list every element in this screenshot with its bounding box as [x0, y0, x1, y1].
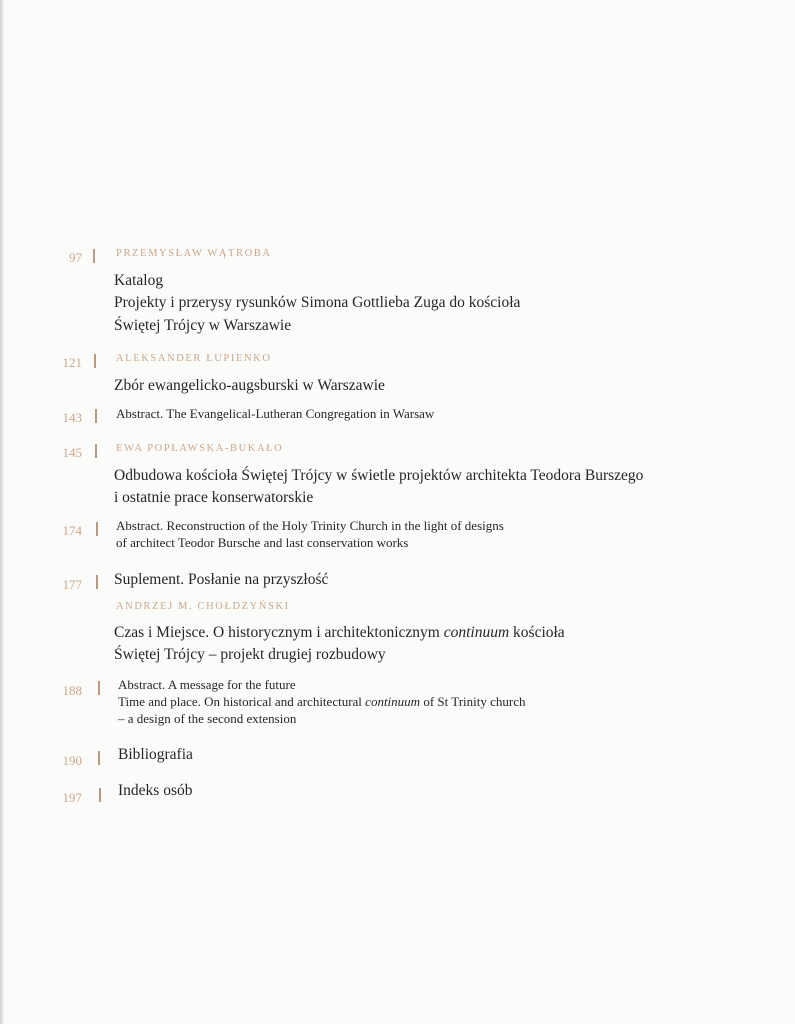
entry-title: Odbudowa kościoła Świętej Trójcy w świetle projektów architekta Teodora Burszego [114, 467, 644, 484]
author-name: ANDRZEJ M. CHOŁDZYŃSKI [116, 601, 290, 612]
page-number: 97 [69, 250, 82, 265]
page-number: 121 [62, 355, 82, 370]
page-number: 188 [62, 683, 82, 698]
separator-bar [94, 354, 96, 368]
abstract-title: – a design of the second extension [118, 711, 297, 726]
page-number: 145 [62, 445, 82, 460]
abstract-title: Abstract. Reconstruction of the Holy Trinity Church in the light of designs [116, 518, 504, 533]
title-text: Time and place. On historical and architectural [118, 694, 366, 709]
page-number: 174 [62, 523, 82, 538]
entry-title: Świętej Trójcy – projekt drugiej rozbudowy [114, 646, 386, 663]
title-emphasis: continuum [365, 694, 421, 709]
title-text: of St Trinity church [420, 694, 526, 709]
abstract-title: Abstract. A message for the future [118, 677, 296, 692]
title-text: Czas i Miejsce. O historycznym i architektonicznym [114, 624, 444, 641]
page-number: 177 [62, 577, 82, 592]
separator-bar [95, 409, 97, 423]
entry-title [114, 624, 565, 642]
page-number: 197 [62, 790, 82, 805]
title-emphasis: continuum [443, 624, 510, 641]
author-name: ALEKSANDER ŁUPIENKO [116, 353, 272, 364]
page-number: 143 [62, 410, 82, 425]
separator-bar [96, 522, 98, 536]
separator-bar [96, 575, 98, 589]
entry-title: Katalog [114, 272, 164, 289]
separator-bar [99, 788, 101, 802]
separator-bar [93, 249, 95, 263]
entry-title: Świętej Trójcy w Warszawie [114, 317, 292, 334]
title-text: kościoła [509, 624, 565, 641]
entry-title: Bibliografia [118, 746, 193, 763]
author-name: PRZEMYSŁAW WĄTROBA [116, 248, 272, 259]
page-number: 190 [62, 753, 82, 768]
entry-title: Suplement. Posłanie na przyszłość [114, 571, 329, 588]
entry-title: Indeks osób [118, 782, 193, 799]
abstract-title: of architect Teodor Bursche and last conservation works [116, 535, 409, 550]
entry-title: Projekty i przerysy rysunków Simona Gottlieba Zuga do kościoła [114, 294, 521, 311]
author-name: EWA POPŁAWSKA-BUKAŁO [116, 443, 284, 454]
abstract-title: Abstract. The Evangelical-Lutheran Congregation in Warsaw [116, 406, 435, 421]
separator-bar [95, 444, 97, 458]
entry-title: i ostatnie prace konserwatorskie [114, 489, 314, 506]
entry-title: Zbór ewangelicko-augsburski w Warszawie [114, 377, 385, 394]
separator-bar [98, 751, 100, 765]
separator-bar [98, 681, 100, 695]
abstract-title [118, 694, 526, 710]
